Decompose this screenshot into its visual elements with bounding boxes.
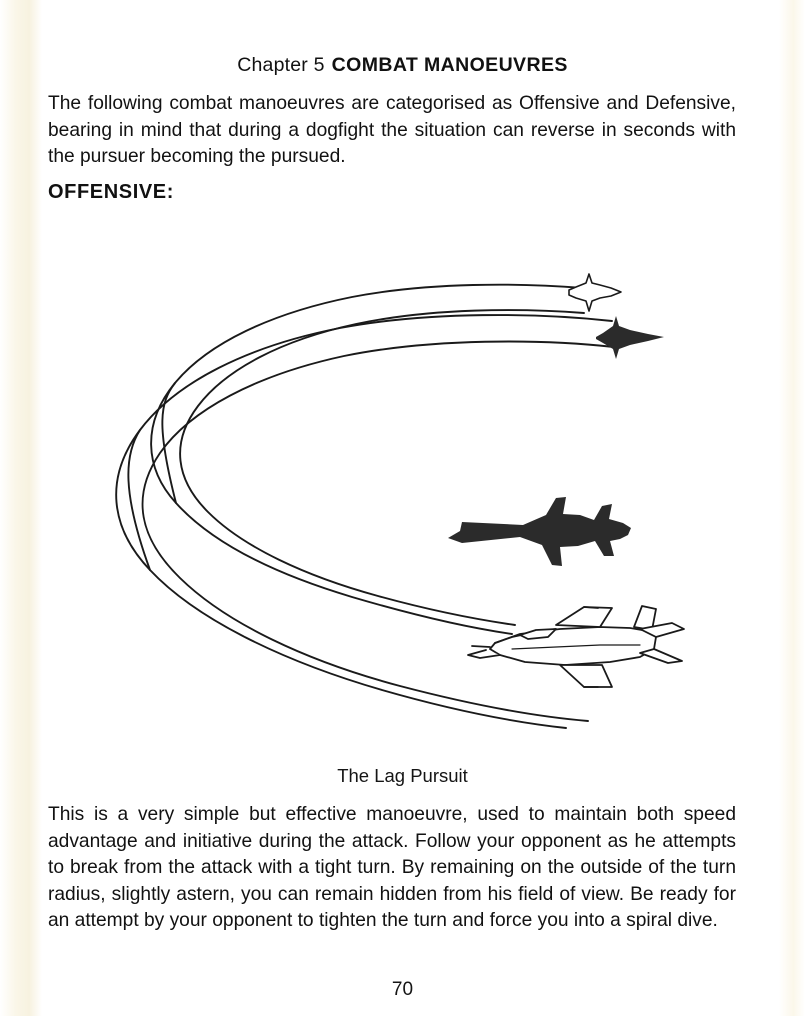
chapter-heading (0, 54, 805, 77)
chapter-title: COMBAT MANOEUVRES (331, 54, 568, 76)
section-heading-offensive: OFFENSIVE: (48, 181, 175, 203)
lag-pursuit-figure (0, 225, 805, 755)
pursuing-aircraft-outline-icon (468, 606, 684, 687)
outer-trail-turn-cap (128, 430, 150, 570)
distant-filled-aircraft-icon (596, 316, 664, 359)
distant-outline-aircraft-icon (569, 274, 621, 311)
intro-paragraph: The following combat manoeuvres are categorised as Offensive and Defensive, bearing in mind that during a dogfight the situation can reverse in seconds with the pursuer becoming the pursued. (48, 93, 736, 167)
page-number: 70 (391, 979, 414, 1000)
inner-trail-upper-edge (151, 285, 583, 634)
chapter-label: Chapter 5 (237, 54, 325, 76)
figure-caption: The Lag Pursuit (337, 765, 468, 786)
body-paragraph: This is a very simple but effective manoeuvre, used to maintain both speed advantage and initiative during the attack. Follow your opponent as he attempts to break from the attack with a tight turn. By remaining on the outside of the turn radius, slightly astern, you can remain hidden from his field of view. Be ready for an attempt by your opponent to tighten the turn and force you into a spiral dive. (48, 804, 736, 931)
lead-aircraft-silhouette-icon (448, 497, 631, 566)
